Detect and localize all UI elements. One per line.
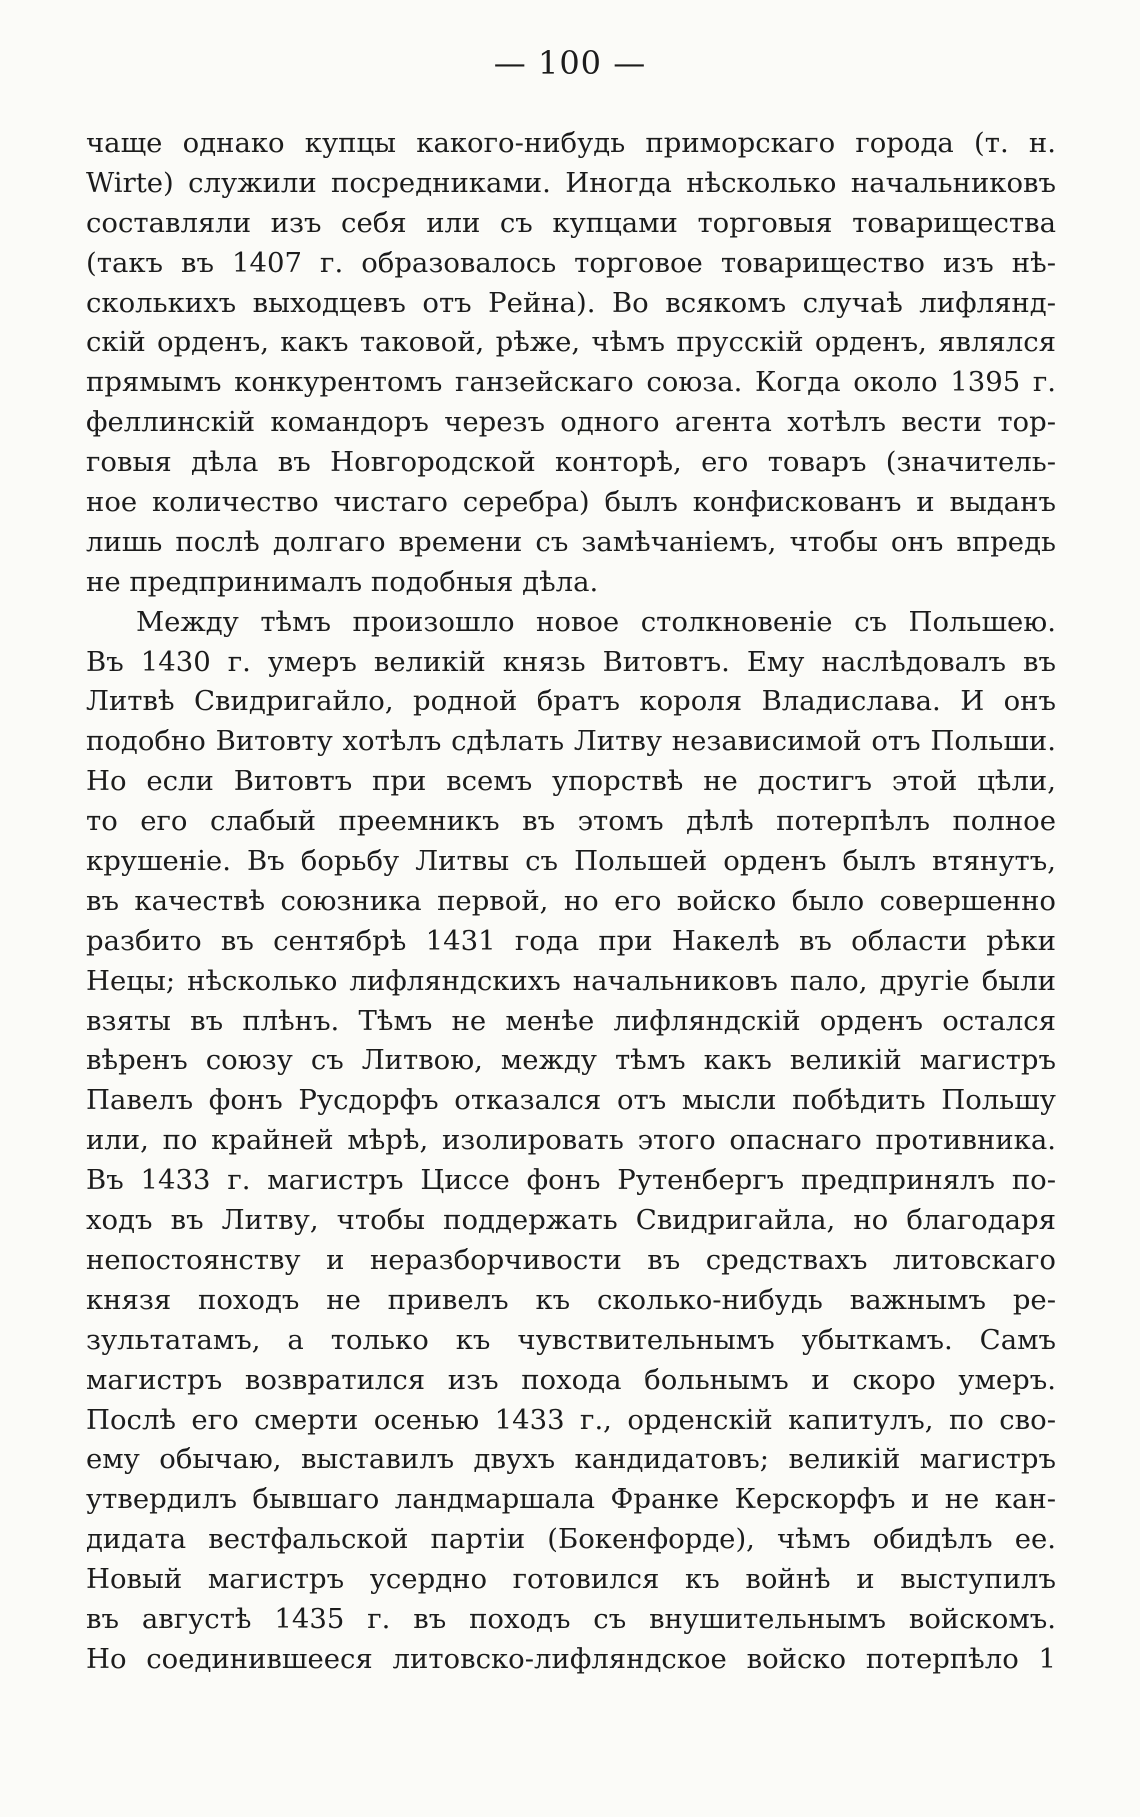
text-line: разбито въ сентябрѣ 1431 года при Накелѣ въ области рѣки bbox=[86, 924, 1056, 957]
text-line: утвердилъ бывшаго ландмаршала Франке Керскорфъ и не кан- bbox=[86, 1483, 1056, 1516]
text-line: въ августѣ 1435 г. въ походъ съ внушительнымъ войскомъ. bbox=[86, 1602, 1056, 1635]
text-line: Литвѣ Свидригайло, родной братъ короля Владислава. И онъ bbox=[86, 685, 1056, 718]
text-line: (такъ въ 1407 г. образовалось торговое товарищество изъ нѣ- bbox=[86, 246, 1056, 279]
text-line: Послѣ его смерти осенью 1433 г., орденскій капитулъ, по сво- bbox=[86, 1403, 1056, 1436]
body-text bbox=[86, 124, 1056, 1680]
text-line: магистръ возвратился изъ похода больнымъ и скоро умеръ. bbox=[86, 1363, 1056, 1396]
text-line: сколькихъ выходцевъ отъ Рейна). Во всякомъ случаѣ лифлянд- bbox=[86, 286, 1056, 319]
text-line: говыя дѣла въ Новгородской конторѣ, его товаръ (значитель- bbox=[86, 446, 1056, 479]
text-line: вѣренъ союзу съ Литвою, между тѣмъ какъ великій магистръ bbox=[86, 1044, 1056, 1077]
paragraph-2 bbox=[86, 603, 1056, 1680]
text-line: лишь послѣ долгаго времени съ замѣчаніемъ, чтобы онъ впредь bbox=[86, 525, 1056, 558]
text-line: ему обычаю, выставилъ двухъ кандидатовъ; великій магистръ bbox=[86, 1443, 1056, 1476]
text-line: или, по крайней мѣрѣ, изолировать этого опаснаго противника. bbox=[86, 1124, 1056, 1157]
text-line: чаще однако купцы какого-нибудь приморскаго города (т. н. bbox=[86, 127, 1056, 159]
text-line: крушеніе. Въ борьбу Литвы съ Польшей орденъ былъ втянутъ, bbox=[86, 845, 1056, 878]
text-line: дидата вестфальской партіи (Бокенфорде), чѣмъ обидѣлъ ее. bbox=[86, 1523, 1056, 1556]
text-line: въ качествѣ союзника первой, но его войско было совершенно bbox=[86, 884, 1056, 917]
text-line: взяты въ плѣнъ. Тѣмъ не менѣе лифляндскій орденъ остался bbox=[86, 1004, 1056, 1037]
page-number: — 100 — bbox=[493, 44, 647, 82]
text-line: подобно Витовту хотѣлъ сдѣлать Литву независимой отъ Польши. bbox=[86, 725, 1056, 758]
text-line: не предпринималъ подобныя дѣла. bbox=[86, 565, 599, 598]
text-line: зультатамъ, а только къ чувствительнымъ убыткамъ. Самъ bbox=[86, 1323, 1056, 1356]
paragraph-1 bbox=[86, 124, 1056, 603]
text-line: феллинскій командоръ черезъ одного агента хотѣлъ вести тор- bbox=[86, 406, 1056, 439]
text-line: Павелъ фонъ Русдорфъ отказался отъ мысли побѣдить Польшу bbox=[86, 1084, 1056, 1117]
text-line: Въ 1433 г. магистръ Циссе фонъ Рутенбергъ предпринялъ по- bbox=[86, 1164, 1056, 1197]
text-line: Но если Витовтъ при всемъ упорствѣ не достигъ этой цѣли, bbox=[86, 765, 1056, 798]
text-line: князя походъ не привелъ къ сколько-нибудь важнымъ ре- bbox=[86, 1283, 1056, 1316]
text-line: непостоянству и неразборчивости въ средствахъ литовскаго bbox=[86, 1243, 1056, 1276]
text-line: Новый магистръ усердно готовился къ войнѣ и выступилъ bbox=[86, 1563, 1056, 1596]
text-line: Wirte) служили посредниками. Иногда нѣсколько начальниковъ bbox=[86, 166, 1056, 199]
text-line: Нецы; нѣсколько лифляндскихъ начальниковъ пало, другіе были bbox=[86, 964, 1056, 997]
text-line: прямымъ конкурентомъ ганзейскаго союза. Когда около 1395 г. bbox=[86, 366, 1056, 399]
text-line: ное количество чистаго серебра) былъ конфискованъ и выданъ bbox=[86, 486, 1056, 519]
text-line: то его слабый преемникъ въ этомъ дѣлѣ потерпѣлъ полное bbox=[86, 805, 1056, 838]
text-line: Между тѣмъ произошло новое столкновеніе съ Польшею. bbox=[136, 605, 1056, 638]
text-line: скій орденъ, какъ таковой, рѣже, чѣмъ прусскій орденъ, являлся bbox=[86, 326, 1056, 359]
text-line: Въ 1430 г. умеръ великій князь Витовтъ. Ему наслѣдовалъ въ bbox=[86, 645, 1056, 678]
text-line: составляли изъ себя или съ купцами торговыя товарищества bbox=[86, 206, 1056, 239]
text-line: Но соединившееся литовско-лифляндское войско потерпѣло 1 bbox=[86, 1642, 1056, 1675]
text-line: ходъ въ Литву, чтобы поддержать Свидригайла, но благодаря bbox=[86, 1204, 1056, 1237]
